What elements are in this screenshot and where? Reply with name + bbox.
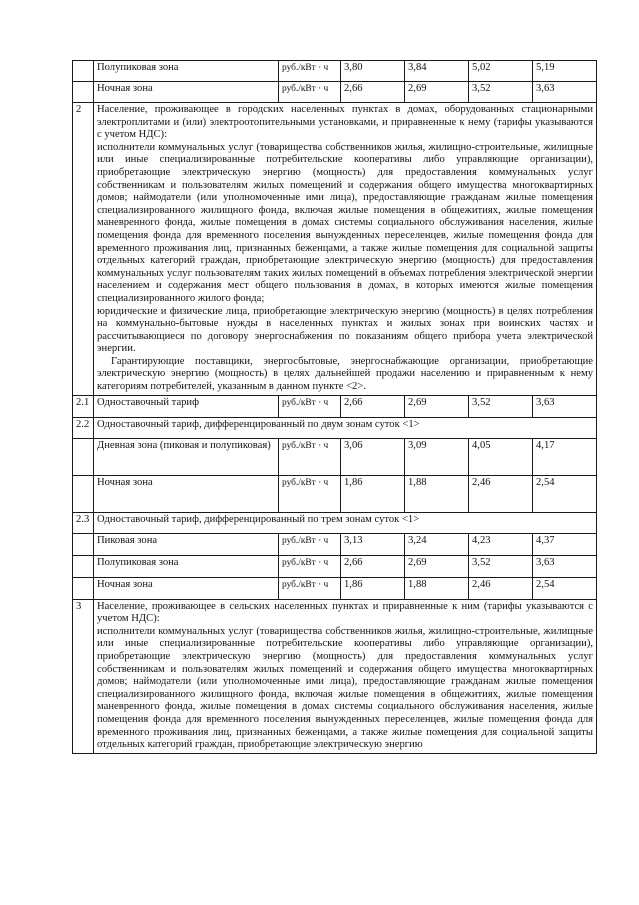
table-row (73, 82, 597, 103)
tariff-value: 2,66 (341, 555, 405, 577)
zone-label: Пиковая зона (94, 533, 279, 555)
tariff-value: 3,52 (469, 395, 533, 417)
tariff-value: 2,66 (341, 82, 405, 103)
row-number: 2.3 (73, 512, 94, 533)
tariff-value: 3,06 (341, 438, 405, 475)
zone-label: Ночная зона (94, 475, 279, 512)
section-intro: Население, проживающее в сельских населенных пунктах и приравненные к ним (тарифы указываются с учетом НДС): (97, 600, 593, 625)
zone-label: Полупиковая зона (94, 61, 279, 82)
tariff-value: 3,52 (469, 82, 533, 103)
tariff-value: 3,24 (405, 533, 469, 555)
row-number (73, 555, 94, 577)
section-paragraph: юридические и физические лица, приобретающие электрическую энергию (мощность) в целях потребления на коммунально-бытовые нужды в населенных пунктах и жилых зонах при воинских частях и рассчитывающиеся по договору энергоснабжения по показаниям общего прибора учета электрической энергии. (97, 305, 593, 355)
section-description (94, 599, 597, 753)
section-paragraph: исполнители коммунальных услуг (товарищества собственников жилья, жилищно-строительные, жилищные или иные специализированные потребительские кооперативы либо управляющие организации), приобретающие электрическую энергию (мощность) для предоставления коммунальных услуг собственникам и пользователям жилых помещений и содержания общего имущества многоквартирных домов; наймодатели (или уполномоченные ими лица), предоставляющие гражданам жилые помещения специализированного жилищного фонда, включая жилые помещения в общежитиях, жилые помещения маневренного фонда, жилые помещения в домах системы социального обслуживания населения, жилые помещения фонда для временного поселения вынужденных переселенцев, жилые помещения фонда для временного проживания лиц, признанных беженцами, а также жилые помещения для социальной защиты отдельных категорий граждан, приобретающие электрическую энергию (мощность) для предоставления коммунальных услуг пользователям таких жилых помещений в объемах потребления электрической энергии населением и содержания мест общего пользования в домах, в которых имеются жилые помещения специализированного жилого фонда; (97, 141, 593, 304)
tariff-value: 1,88 (405, 475, 469, 512)
tariff-value: 2,66 (341, 395, 405, 417)
unit-label: руб./кВт · ч (279, 438, 341, 475)
table-row (73, 61, 597, 82)
subsection-title: Одноставочный тариф, дифференцированный по трем зонам суток <1> (94, 512, 597, 533)
tariff-value: 2,69 (405, 555, 469, 577)
section-number: 2 (73, 103, 94, 396)
row-number (73, 533, 94, 555)
tariff-value: 5,19 (533, 61, 597, 82)
tariff-value: 3,09 (405, 438, 469, 475)
tariff-value: 1,86 (341, 577, 405, 599)
tariff-value: 3,52 (469, 555, 533, 577)
unit-label: руб./кВт · ч (279, 533, 341, 555)
section-paragraph: Гарантирующие поставщики, энергосбытовые, энергоснабжающие организации, приобретающие электрическую энергию (мощность) в целях дальнейшей продажи населению и приравненным к нему категориям потребителей, указанным в данном пункте <2>. (97, 355, 593, 393)
unit-label: руб./кВт · ч (279, 555, 341, 577)
row-number (73, 82, 94, 103)
tariff-value: 3,80 (341, 61, 405, 82)
section-description (94, 103, 597, 396)
section-number: 3 (73, 599, 94, 753)
section-intro: Население, проживающее в городских населенных пунктах в домах, оборудованных стационарными электроплитами и (или) электроотопительными установками, и приравненные к нему (тарифы указываются с учетом НДС): (97, 104, 593, 141)
section-row (73, 599, 597, 753)
table-row (73, 533, 597, 555)
table-row (73, 438, 597, 475)
row-number: 2.2 (73, 417, 94, 438)
zone-label: Одноставочный тариф (94, 395, 279, 417)
subsection-row (73, 512, 597, 533)
subsection-row (73, 417, 597, 438)
tariff-value: 3,63 (533, 555, 597, 577)
tariff-value: 2,46 (469, 475, 533, 512)
subsection-title: Одноставочный тариф, дифференцированный по двум зонам суток <1> (94, 417, 597, 438)
table-row (73, 577, 597, 599)
zone-label: Дневная зона (пиковая и полупиковая) (94, 438, 279, 475)
row-number (73, 577, 94, 599)
tariff-value: 3,63 (533, 82, 597, 103)
tariff-value: 4,05 (469, 438, 533, 475)
tariff-value: 3,84 (405, 61, 469, 82)
tariff-value: 4,17 (533, 438, 597, 475)
tariff-value: 1,86 (341, 475, 405, 512)
table-row (73, 555, 597, 577)
zone-label: Ночная зона (94, 82, 279, 103)
unit-label: руб./кВт · ч (279, 61, 341, 82)
unit-label: руб./кВт · ч (279, 82, 341, 103)
tariff-value: 4,37 (533, 533, 597, 555)
tariff-value: 2,54 (533, 475, 597, 512)
tariff-value: 3,13 (341, 533, 405, 555)
row-number (73, 61, 94, 82)
row-number (73, 438, 94, 475)
tariff-value: 1,88 (405, 577, 469, 599)
section-row (73, 103, 597, 396)
table-row (73, 475, 597, 512)
tariff-value: 2,69 (405, 82, 469, 103)
unit-label: руб./кВт · ч (279, 475, 341, 512)
tariff-value: 2,54 (533, 577, 597, 599)
row-number (73, 475, 94, 512)
table-row (73, 395, 597, 417)
tariff-value: 5,02 (469, 61, 533, 82)
tariff-value: 2,46 (469, 577, 533, 599)
zone-label: Ночная зона (94, 577, 279, 599)
tariff-value: 4,23 (469, 533, 533, 555)
unit-label: руб./кВт · ч (279, 577, 341, 599)
tariff-table (72, 60, 597, 754)
row-number: 2.1 (73, 395, 94, 417)
section-paragraph: исполнители коммунальных услуг (товарищества собственников жилья, жилищно-строительные, жилищные или иные специализированные потребительские кооперативы либо управляющие организации), приобретающие электрическую энергию (мощность) для предоставления коммунальных услуг собственникам и пользователям жилых помещений и содержания общего имущества многоквартирных домов; наймодатели (или уполномоченные ими лица), предоставляющие гражданам жилые помещения специализированного жилищного фонда, включая жилые помещения в общежитиях, жилые помещения маневренного фонда, жилые помещения в домах системы социального обслуживания населения, жилые помещения фонда для временного поселения вынужденных переселенцев, жилые помещения фонда для временного проживания лиц, признанных беженцами, а также жилые помещения для социальной защиты отдельных категорий граждан, приобретающие электрическую энергию (97, 625, 593, 751)
zone-label: Полупиковая зона (94, 555, 279, 577)
tariff-value: 3,63 (533, 395, 597, 417)
tariff-value: 2,69 (405, 395, 469, 417)
unit-label: руб./кВт · ч (279, 395, 341, 417)
